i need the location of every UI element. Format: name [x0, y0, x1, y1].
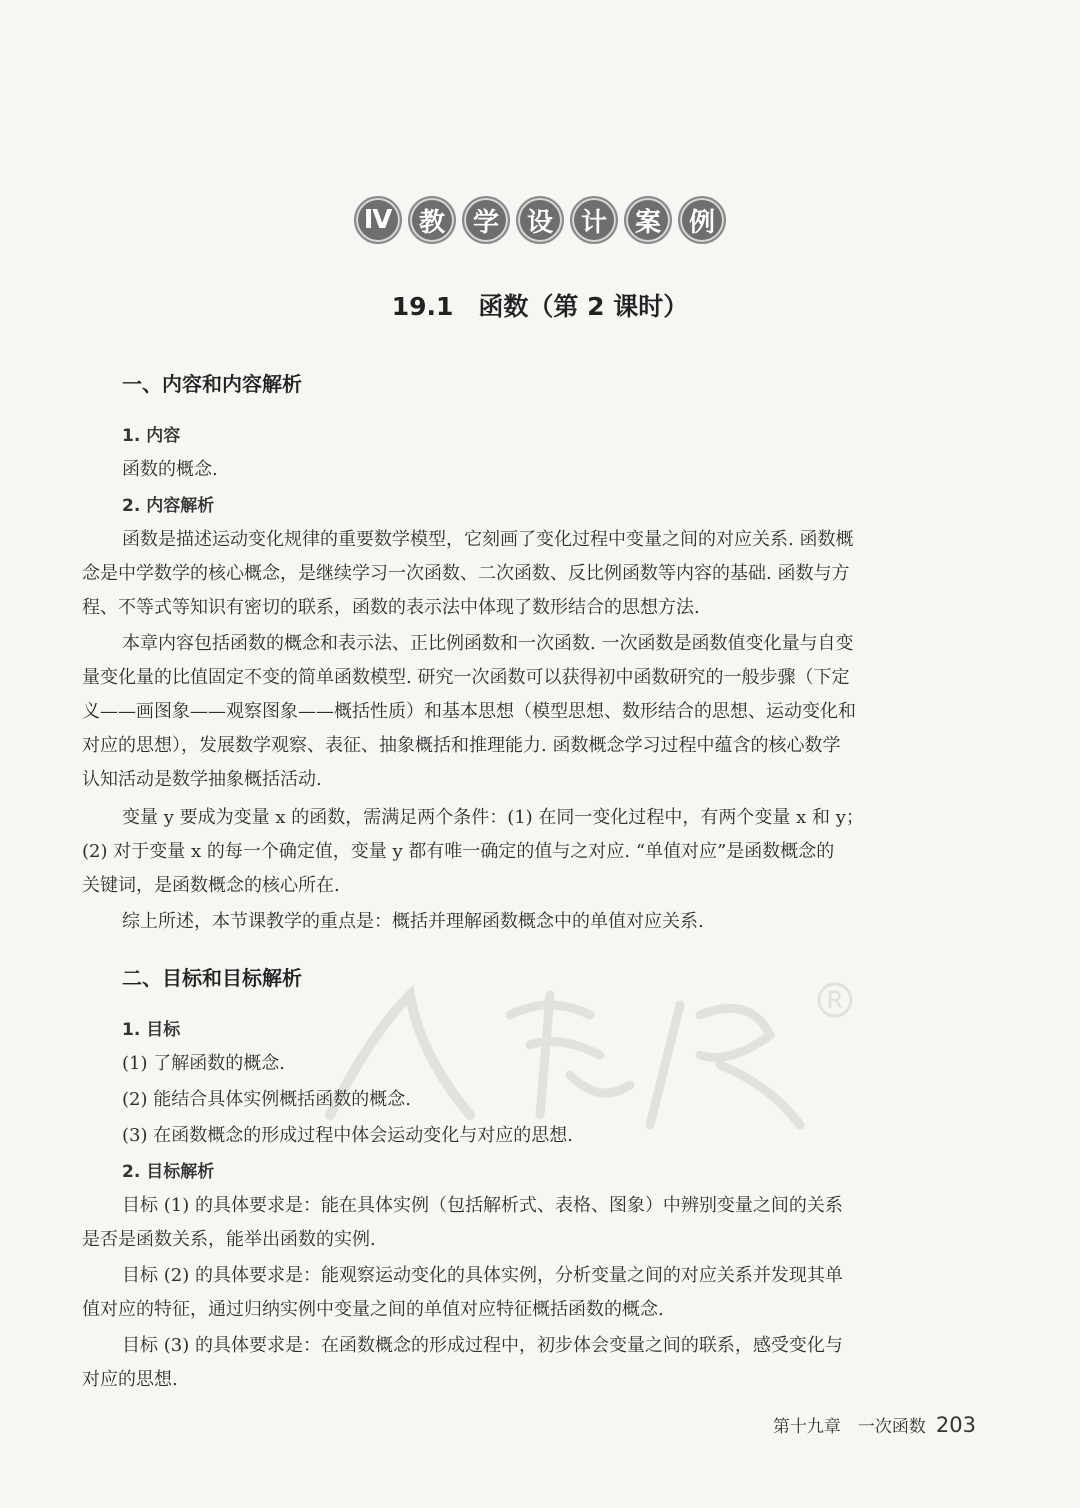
- paragraph-line: 本章内容包括函数的概念和表示法、正比例函数和一次函数. 一次函数是函数值变化量与自变: [122, 633, 854, 654]
- banner-char: 设: [516, 196, 564, 244]
- goal-item: (2) 能结合具体实例概括函数的概念.: [122, 1089, 411, 1110]
- subsection-heading: 2. 目标解析: [122, 1162, 215, 1182]
- banner-char: 学: [462, 196, 510, 244]
- paragraph-line: 函数的概念.: [122, 459, 218, 480]
- subsection-heading: 1. 内容: [122, 426, 181, 446]
- paragraph-line: 目标 (3) 的具体要求是：在函数概念的形成过程中，初步体会变量之间的联系，感受变化与: [122, 1335, 843, 1356]
- paragraph-line: 程、不等式等知识有密切的联系，函数的表示法中体现了数形结合的思想方法.: [82, 597, 700, 618]
- banner-char: 案: [624, 196, 672, 244]
- paragraph-line: 变量 y 要成为变量 x 的函数，需满足两个条件：(1) 在同一变化过程中，有两个变量 x 和 y；: [122, 807, 864, 828]
- banner-char: 计: [570, 196, 618, 244]
- subsection-heading: 1. 目标: [122, 1020, 181, 1040]
- paragraph-line: 量变化量的比值固定不变的简单函数模型. 研究一次函数可以获得初中函数研究的一般步骤（下定: [82, 667, 850, 688]
- page-number: 203: [935, 1413, 976, 1437]
- paragraph-line: 目标 (2) 的具体要求是：能观察运动变化的具体实例，分析变量之间的对应关系并发现其单: [122, 1265, 843, 1286]
- publisher-watermark: [300, 975, 860, 1135]
- lesson-title: 19.1 函数（第 2 课时）: [391, 292, 689, 321]
- paragraph-line: 念是中学数学的核心概念，是继续学习一次函数、二次函数、反比例函数等内容的基础. 函数与方: [82, 563, 850, 584]
- paragraph-line: 义——画图象——观察图象——概括性质）和基本思想（模型思想、数形结合的思想、运动变化和: [82, 701, 856, 722]
- section-heading: 一、内容和内容解析: [122, 372, 302, 396]
- banner-char: 例: [678, 196, 726, 244]
- banner-char: Ⅳ: [354, 196, 402, 244]
- paragraph-line: 目标 (1) 的具体要求是：能在具体实例（包括解析式、表格、图象）中辨别变量之间的关系: [122, 1195, 843, 1216]
- paragraph-line: 认知活动是数学抽象概括活动.: [82, 769, 322, 790]
- paragraph-line: 综上所述，本节课教学的重点是：概括并理解函数概念中的单值对应关系.: [122, 911, 704, 932]
- paragraph-line: 函数是描述运动变化规律的重要数学模型，它刻画了变化过程中变量之间的对应关系. 函数概: [122, 529, 854, 550]
- paragraph-line: 对应的思想），发展数学观察、表征、抽象概括和推理能力. 函数概念学习过程中蕴含的核心数学: [82, 735, 841, 756]
- section-heading: 二、目标和目标解析: [122, 966, 302, 990]
- paragraph-line: (2) 对于变量 x 的每一个确定值，变量 y 都有唯一确定的值与之对应. “单值对应”是函数概念的: [82, 841, 835, 862]
- paragraph-line: 对应的思想.: [82, 1369, 178, 1390]
- chapter-label: 第十九章 一次函数: [772, 1417, 926, 1437]
- banner-char: 教: [408, 196, 456, 244]
- paragraph-line: 关键词，是函数概念的核心所在.: [82, 875, 340, 896]
- goal-item: (3) 在函数概念的形成过程中体会运动变化与对应的思想.: [122, 1125, 573, 1146]
- goal-item: (1) 了解函数的概念.: [122, 1053, 285, 1074]
- paragraph-line: 是否是函数关系，能举出函数的实例.: [82, 1229, 376, 1250]
- subsection-heading: 2. 内容解析: [122, 496, 215, 516]
- section-banner: [0, 196, 1080, 244]
- paragraph-line: 值对应的特征，通过归纳实例中变量之间的单值对应特征概括函数的概念.: [82, 1299, 664, 1320]
- page-footer: [773, 1412, 976, 1437]
